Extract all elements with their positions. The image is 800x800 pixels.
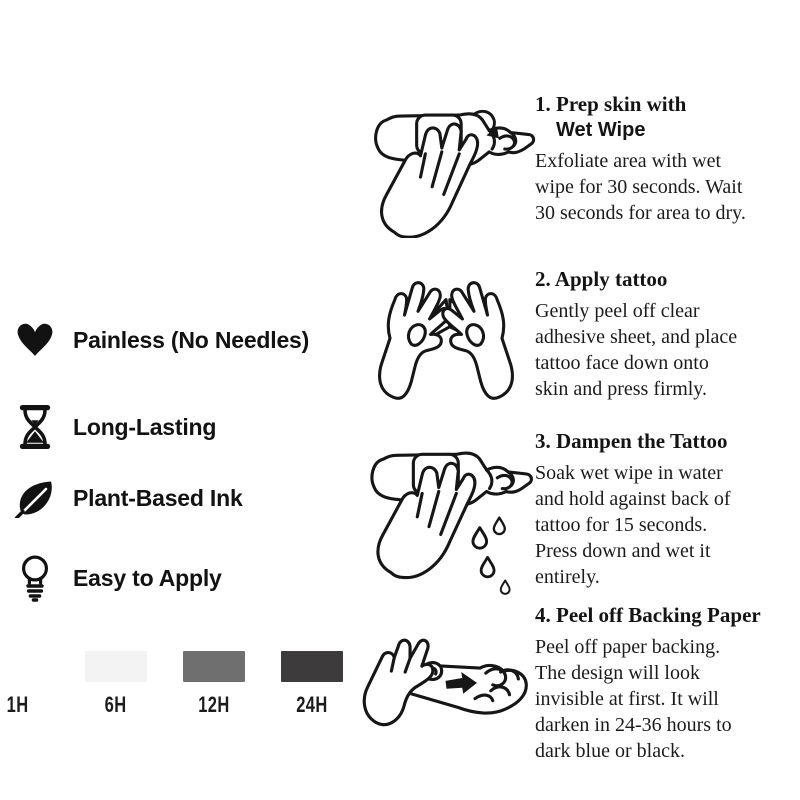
- ink-swatch-1h: [0, 651, 49, 682]
- ink-swatch-6h: [85, 651, 147, 682]
- stage-label: 24H: [296, 692, 328, 717]
- ink-swatch-24h: [281, 651, 343, 682]
- peel-backing-hands-illustration: [354, 612, 538, 738]
- step-3-title: 3. Dampen the Tattoo: [535, 429, 728, 453]
- leaf-icon: [14, 478, 56, 518]
- feature-label: Easy to Apply: [73, 564, 222, 591]
- wipe-skin-hands-illustration: [366, 88, 536, 238]
- step-1-subtitle: Wet Wipe: [556, 119, 646, 141]
- darkening-timeline: [0, 651, 361, 716]
- feature-long-lasting: [12, 403, 216, 451]
- step-1-title: 1. Prep skin with: [535, 92, 687, 116]
- step-3: [535, 428, 800, 590]
- dampen-tattoo-hands-illustration: [362, 427, 537, 595]
- timeline-stage-12h: [165, 651, 263, 716]
- step-2: [535, 266, 800, 402]
- feature-label: Painless (No Needles): [73, 326, 310, 353]
- water-droplets: [473, 518, 510, 594]
- feature-easy-apply: [12, 554, 222, 602]
- stage-label: 6H: [105, 692, 127, 717]
- feature-label: Plant-Based Ink: [73, 484, 243, 511]
- step-1-body: Exfoliate area with wet wipe for 30 seconds. Wait 30 seconds for area to dry.: [535, 150, 746, 224]
- heart-icon: [16, 322, 54, 358]
- feature-painless: [12, 316, 309, 364]
- step-3-body: Soak wet wipe in water and hold against back of tattoo for 15 seconds. Press down and wet it entirely.: [535, 462, 731, 588]
- timeline-stage-24h: [263, 651, 361, 716]
- feature-label: Long-Lasting: [73, 413, 217, 440]
- step-2-body: Gently peel off clear adhesive sheet, and place tattoo face down onto skin and press firmly.: [535, 300, 738, 400]
- hourglass-icon: [19, 405, 51, 449]
- peel-adhesive-hands-illustration: [362, 263, 530, 401]
- timeline-stage-6h: [67, 651, 165, 716]
- step-1: [535, 91, 800, 226]
- stage-label: 1H: [7, 692, 29, 717]
- step-4-title: 4. Peel off Backing Paper: [535, 603, 761, 627]
- stage-label: 12H: [198, 692, 230, 717]
- step-4-body: Peel off paper backing. The design will look invisible at first. It will darken in 24-36 hours to dark blue or black.: [535, 636, 732, 762]
- timeline-stage-1h: [0, 651, 67, 716]
- lightbulb-icon: [20, 555, 50, 602]
- step-4: [535, 602, 800, 764]
- step-2-title: 2. Apply tattoo: [535, 267, 668, 291]
- ink-swatch-12h: [183, 651, 245, 682]
- feature-plant-based: [12, 474, 243, 522]
